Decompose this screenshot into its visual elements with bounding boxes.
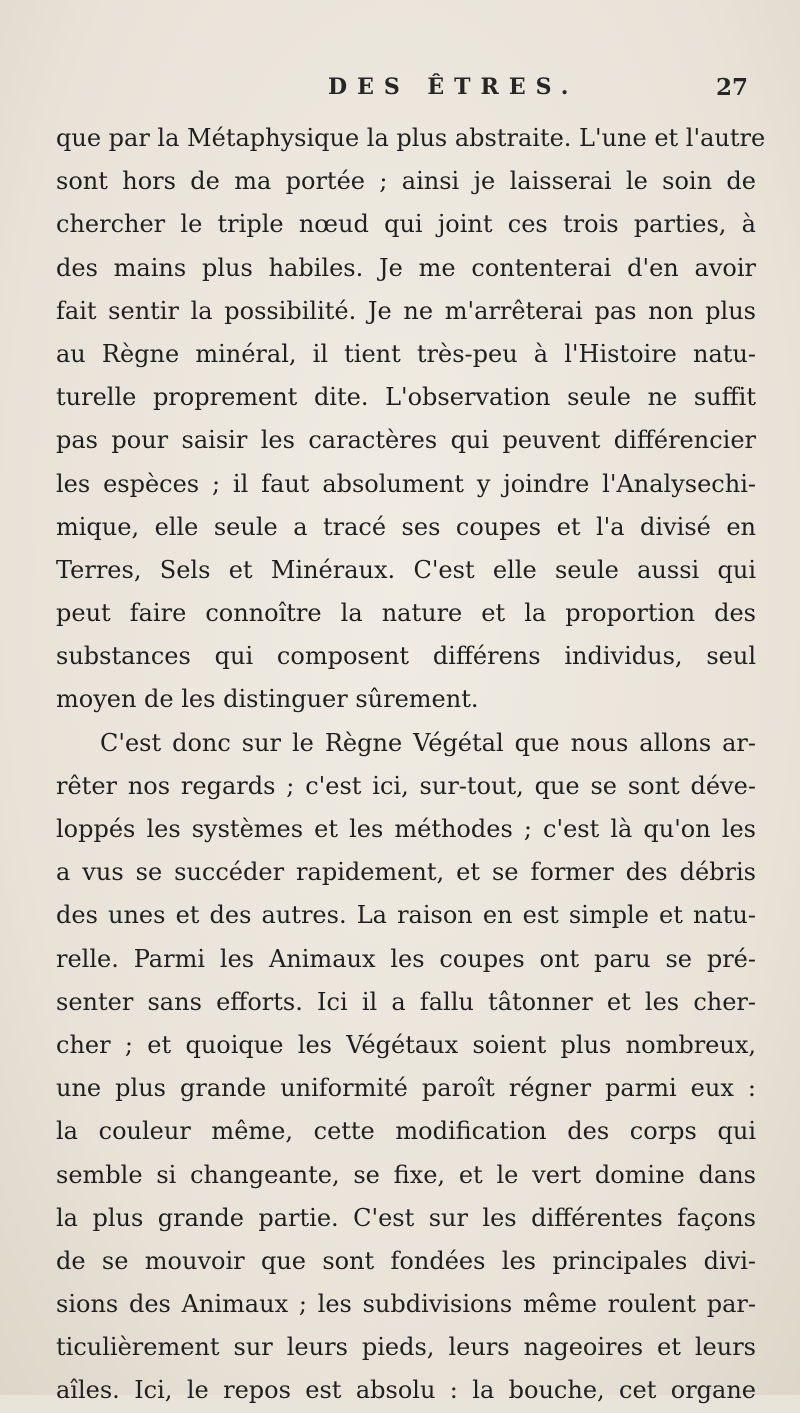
text-line: une plus grande uniformité paroît régner parmi eux : [56, 1074, 756, 1103]
text-line: sions des Animaux ; les subdivisions même roulent par- [56, 1290, 756, 1319]
text-line: chercher le triple nœud qui joint ces trois parties, à [56, 210, 756, 239]
text-line: les espèces ; il faut absolument y joindre l'Analysechi- [56, 469, 756, 498]
text-line: a vus se succéder rapidement, et se former des débris [56, 858, 756, 887]
page-number: 27 [716, 74, 749, 101]
text-line: moyen de les distinguer sûrement. [56, 685, 479, 714]
text-line: des unes et des autres. La raison en est simple et natu- [56, 901, 756, 930]
text-line: senter sans efforts. Ici il a fallu tâtonner et les cher- [56, 987, 756, 1016]
text-line: substances qui composent différens individus, seul [56, 642, 756, 671]
text-line: fait sentir la possibilité. Je ne m'arrêterai pas non plus [56, 296, 756, 325]
text-line: la couleur même, cette modification des corps qui [56, 1117, 756, 1146]
text-line: peut faire connoître la nature et la proportion des [56, 599, 756, 628]
text-line: des mains plus habiles. Je me contenterai d'en avoir [56, 253, 756, 282]
text-line: ticulièrement sur leurs pieds, leurs nageoires et leurs [56, 1333, 756, 1362]
text-line: Terres, Sels et Minéraux. C'est elle seule aussi qui [56, 555, 756, 584]
text-line: de se mouvoir que sont fondées les principales divi- [56, 1246, 756, 1275]
text-line: cher ; et quoique les Végétaux soient plus nombreux, [56, 1030, 756, 1059]
text-line: loppés les systèmes et les méthodes ; c'est là qu'on les [56, 815, 756, 843]
text-line: semble si changeante, se fixe, et le vert domine dans [56, 1160, 756, 1189]
text-line: relle. Parmi les Animaux les coupes ont paru se pré- [56, 944, 756, 973]
running-head [0, 74, 800, 110]
text-line: turelle proprement dite. L'observation seule ne suffit [56, 383, 756, 412]
text-line: C'est donc sur le Règne Végétal que nous allons ar- [100, 728, 756, 757]
text-line: mique, elle seule a tracé ses coupes et l'a divisé en [56, 512, 756, 541]
text-line: rêter nos regards ; c'est ici, sur-tout, que se sont déve- [56, 771, 756, 800]
text-line: sont hors de ma portée ; ainsi je laisserai le soin de [56, 167, 756, 196]
body-text [56, 117, 766, 1413]
text-line: que par la Métaphysique la plus abstraite. L'une et l'autre [56, 124, 766, 152]
text-line: au Règne minéral, il tient très-peu à l'Histoire natu- [56, 339, 756, 368]
text-line: pas pour saisir les caractères qui peuvent différencier [56, 426, 756, 455]
text-line: aîles. Ici, le repos est absolu : la bouche, cet organe [56, 1376, 756, 1405]
running-title: DES ÊTRES. [328, 74, 579, 100]
text-line: la plus grande partie. C'est sur les différentes façons [56, 1203, 756, 1232]
